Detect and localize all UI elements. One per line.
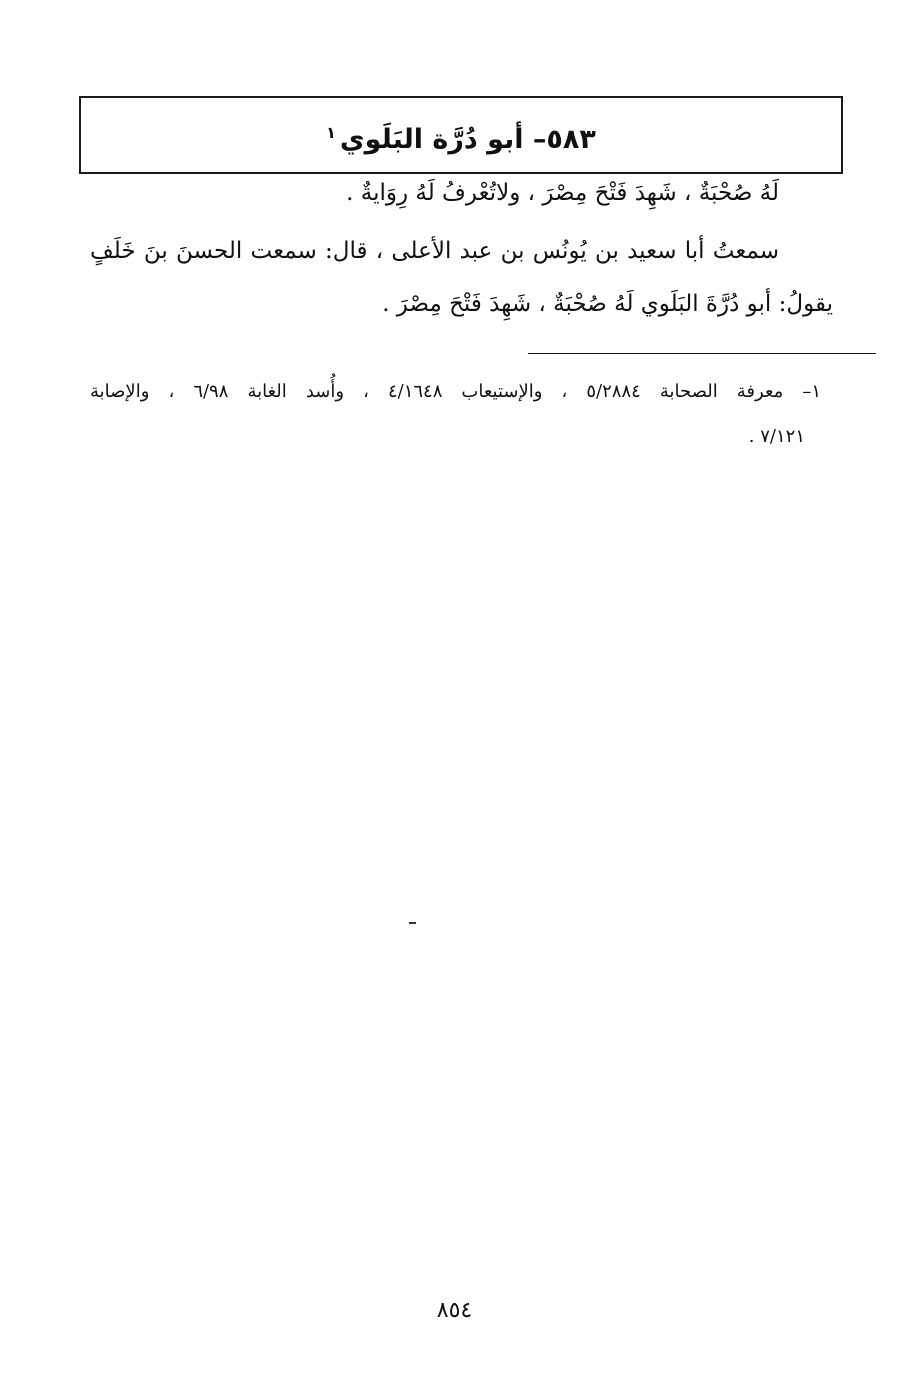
body-line-2: سمعتُ أبا سعيد بن يُونُس بن عبد الأعلى ، قال: سمعت الحسنَ بنَ خَلَفٍ xyxy=(90,238,779,264)
entry-title-text: ٥٨٣– أبو دُرَّة البَلَوي xyxy=(339,124,596,155)
body-line-1: لَهُ صُحْبَةٌ ، شَهِدَ فَتْحَ مِصْرَ ، ولاتُعْرفُ لَهُ رِوَايةٌ . xyxy=(346,180,779,206)
footnote-line-1: ١– معرفة الصحابة ٥/٢٨٨٤ ، والإستيعاب ٤/١٦٤٨ ، وأُسد الغابة ٦/٩٨ ، والإصابة xyxy=(90,381,821,402)
footnote-separator xyxy=(528,353,876,354)
body-line-3: يقولُ: أبو دُرَّةَ البَلَوي لَهُ صُحْبَةٌ ، شَهِدَ فَتْحَ مِصْرَ . xyxy=(382,291,833,317)
footnote-line-2: ٧/١٢١ . xyxy=(748,426,805,447)
entry-title xyxy=(326,123,596,155)
entry-title-box xyxy=(79,96,843,174)
page-number: ٨٥٤ xyxy=(436,1298,473,1323)
title-footnote-marker: ١ xyxy=(326,123,336,142)
scan-speck xyxy=(409,922,416,924)
